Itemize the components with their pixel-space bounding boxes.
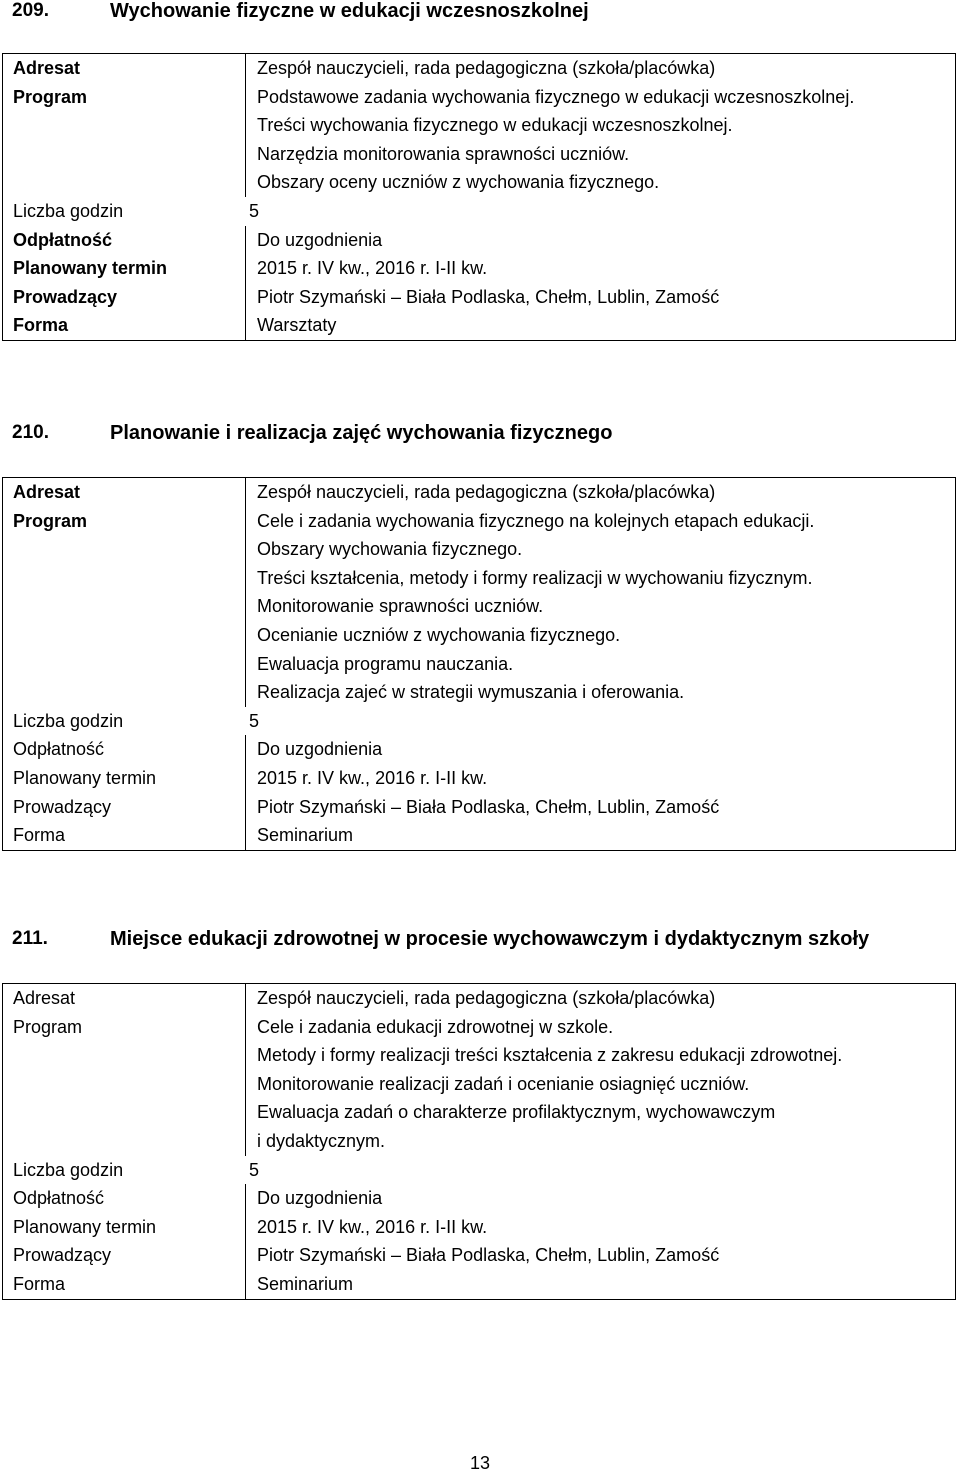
program-line: Cele i zadania edukacji zdrowotnej w szkole. bbox=[257, 1016, 614, 1037]
label-forma: Forma bbox=[3, 311, 246, 340]
program-line: Obszary wychowania fizycznego. bbox=[257, 539, 523, 560]
value-forma: Warsztaty bbox=[257, 315, 337, 336]
course-table bbox=[2, 53, 956, 341]
program-line: Podstawowe zadania wychowania fizycznego w edukacji wczesnoszkolnej. bbox=[257, 86, 855, 107]
value-forma: Seminarium bbox=[257, 825, 354, 846]
row-prowadzacy bbox=[3, 283, 956, 312]
label-odplatnosc: Odpłatność bbox=[3, 1184, 246, 1213]
label-adresat: Adresat bbox=[3, 478, 246, 507]
label-termin: Planowany termin bbox=[3, 254, 246, 283]
value-odplatnosc: Do uzgodnienia bbox=[257, 1188, 383, 1209]
value-prowadzacy: Piotr Szymański – Biała Podlaska, Chełm, Lublin, Zamość bbox=[257, 1245, 720, 1266]
row-termin bbox=[3, 764, 956, 793]
value-program bbox=[246, 1013, 956, 1156]
label-adresat: Adresat bbox=[3, 54, 246, 83]
page-number: 13 bbox=[469, 1453, 491, 1473]
label-liczba-godzin-text: Liczba godzin bbox=[13, 710, 124, 731]
value-termin: 2015 r. IV kw., 2016 r. I-II kw. bbox=[257, 767, 488, 788]
program-line: Ewaluacja zadań o charakterze profilaktycznym, wychowawczym bbox=[257, 1102, 776, 1123]
label-odplatnosc: Odpłatność bbox=[3, 735, 246, 764]
course-heading bbox=[0, 928, 960, 956]
course-title: Miejsce edukacji zdrowotnej w procesie wychowawczym i dydaktycznym szkoły bbox=[110, 928, 870, 950]
row-forma bbox=[3, 1270, 956, 1299]
label-termin: Planowany termin bbox=[3, 764, 246, 793]
course-table bbox=[2, 477, 956, 851]
label-prowadzacy: Prowadzący bbox=[3, 283, 246, 312]
row-odplatnosc bbox=[3, 735, 956, 764]
label-prowadzacy: Prowadzący bbox=[3, 1241, 246, 1270]
program-line: Cele i zadania wychowania fizycznego na kolejnych etapach edukacji. bbox=[257, 510, 815, 531]
label-forma: Forma bbox=[3, 821, 246, 850]
course-heading bbox=[0, 422, 960, 450]
row-termin bbox=[3, 254, 956, 283]
course-number: 210. bbox=[12, 422, 49, 443]
value-forma: Seminarium bbox=[257, 1273, 354, 1294]
row-liczba-godzin bbox=[3, 1156, 956, 1185]
program-line: Ewaluacja programu nauczania. bbox=[257, 653, 514, 674]
program-line: Metody i formy realizacji treści kształcenia z zakresu edukacji zdrowotnej. bbox=[257, 1045, 843, 1066]
program-line: Obszary oceny uczniów z wychowania fizycznego. bbox=[257, 172, 660, 193]
row-program bbox=[3, 507, 956, 707]
empty-cell bbox=[246, 1156, 956, 1185]
course-title: Planowanie i realizacja zajęć wychowania fizycznego bbox=[110, 422, 613, 444]
value-adresat: Zespół nauczycieli, rada pedagogiczna (szkoła/placówka) bbox=[257, 988, 716, 1008]
course-heading bbox=[0, 0, 960, 28]
empty-cell bbox=[246, 197, 956, 226]
label-liczba-godzin-text: Liczba godzin bbox=[13, 1159, 124, 1180]
value-program bbox=[246, 83, 956, 197]
value-program bbox=[246, 507, 956, 707]
row-liczba-godzin bbox=[3, 707, 956, 736]
row-adresat bbox=[3, 478, 956, 507]
value-termin: 2015 r. IV kw., 2016 r. I-II kw. bbox=[257, 258, 488, 279]
course-number: 211. bbox=[12, 928, 48, 949]
value-liczba-godzin: 5 bbox=[249, 710, 260, 731]
row-termin bbox=[3, 1213, 956, 1242]
row-forma bbox=[3, 311, 956, 340]
empty-cell bbox=[246, 707, 956, 736]
label-liczba-godzin bbox=[3, 197, 260, 226]
value-liczba-godzin: 5 bbox=[249, 1159, 260, 1180]
label-adresat: Adresat bbox=[3, 984, 246, 1013]
label-termin: Planowany termin bbox=[3, 1213, 246, 1242]
row-adresat bbox=[3, 54, 956, 83]
row-odplatnosc bbox=[3, 226, 956, 255]
program-line: i dydaktycznym. bbox=[257, 1130, 386, 1151]
program-line: Treści wychowania fizycznego w edukacji wczesnoszkolnej. bbox=[257, 115, 733, 136]
row-odplatnosc bbox=[3, 1184, 956, 1213]
course-number: 209. bbox=[12, 0, 49, 21]
label-program: Program bbox=[3, 507, 246, 707]
program-line: Monitorowanie realizacji zadań i ocenianie osiagnięć uczniów. bbox=[257, 1073, 750, 1094]
label-forma: Forma bbox=[3, 1270, 246, 1299]
program-line: Treści kształcenia, metody i formy realizacji w wychowaniu fizycznym. bbox=[257, 567, 813, 588]
label-program: Program bbox=[3, 1013, 246, 1156]
label-odplatnosc: Odpłatność bbox=[3, 226, 246, 255]
value-adresat: Zespół nauczycieli, rada pedagogiczna (szkoła/placówka) bbox=[257, 482, 716, 502]
program-line: Monitorowanie sprawności uczniów. bbox=[257, 596, 544, 617]
program-line: Narzędzia monitorowania sprawności uczniów. bbox=[257, 143, 630, 164]
value-odplatnosc: Do uzgodnienia bbox=[257, 739, 383, 760]
course-table bbox=[2, 983, 956, 1300]
value-termin: 2015 r. IV kw., 2016 r. I-II kw. bbox=[257, 1216, 488, 1237]
label-program: Program bbox=[3, 83, 246, 197]
row-adresat bbox=[3, 984, 956, 1013]
label-liczba-godzin-text: Liczba godzin bbox=[13, 200, 124, 221]
row-program bbox=[3, 1013, 956, 1156]
label-liczba-godzin bbox=[3, 707, 260, 736]
value-odplatnosc: Do uzgodnienia bbox=[257, 229, 383, 250]
course-title: Wychowanie fizyczne w edukacji wczesnoszkolnej bbox=[110, 0, 589, 22]
value-prowadzacy: Piotr Szymański – Biała Podlaska, Chełm, Lublin, Zamość bbox=[257, 796, 720, 817]
row-program bbox=[3, 83, 956, 197]
label-liczba-godzin bbox=[3, 1156, 260, 1185]
program-line: Realizacja zajeć w strategii wymuszania i oferowania. bbox=[257, 682, 685, 703]
row-liczba-godzin bbox=[3, 197, 956, 226]
label-prowadzacy: Prowadzący bbox=[3, 793, 246, 822]
value-prowadzacy: Piotr Szymański – Biała Podlaska, Chełm, Lublin, Zamość bbox=[257, 286, 720, 307]
value-adresat: Zespół nauczycieli, rada pedagogiczna (szkoła/placówka) bbox=[257, 58, 716, 78]
row-prowadzacy bbox=[3, 793, 956, 822]
row-forma bbox=[3, 821, 956, 850]
program-line: Ocenianie uczniów z wychowania fizycznego. bbox=[257, 624, 621, 645]
row-prowadzacy bbox=[3, 1241, 956, 1270]
value-liczba-godzin: 5 bbox=[249, 200, 260, 221]
